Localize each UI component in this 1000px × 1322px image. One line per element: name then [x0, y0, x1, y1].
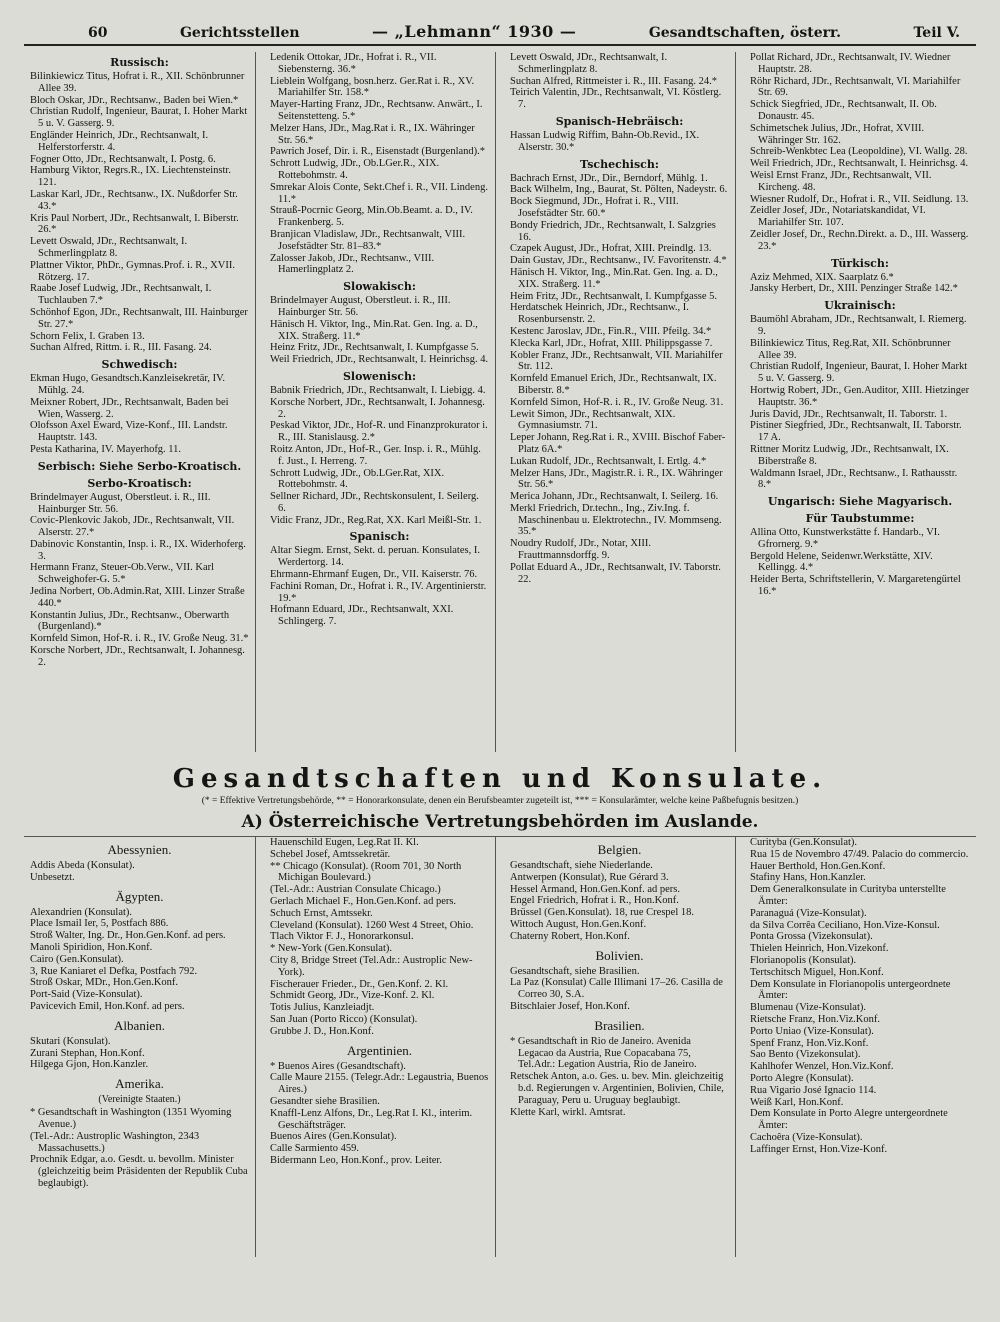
- section-heading: Slowenisch:: [342, 369, 417, 383]
- directory-entry: Schebel Josef, Amtssekretär.: [270, 848, 391, 860]
- section-heading: Russisch:: [110, 56, 169, 69]
- directory-entry: Christian Rudolf, Ingenieur, Baurat, I. Hoher Markt 5 u. V. Gasserg. 9.: [750, 361, 968, 385]
- directory-entry: Fischerauer Frieder., Dr., Gen.Konf. 2. Kl.: [270, 978, 449, 990]
- directory-entry: Dem Konsulate in Porto Alegre untergeordnete Ämter:: [750, 1108, 948, 1132]
- directory-entry: Unbesetzt.: [30, 871, 75, 883]
- directory-column-4: [744, 52, 976, 752]
- office-heading: Porto Alegre (Konsulat).: [750, 1072, 854, 1084]
- country-heading: Bolivien.: [595, 947, 644, 963]
- office-heading: Port-Said (Vize-Konsulat).: [30, 989, 143, 1001]
- directory-entry: Gesandtschaft, siehe Niederlande.: [510, 860, 653, 871]
- directory-column-1: [24, 52, 256, 752]
- section-heading: Spanisch-Hebräisch:: [555, 114, 684, 128]
- directory-entry: Konstantin Julius, JDr., Rechtsanw., Oberwarth (Burgenland).*: [30, 609, 230, 633]
- office-heading: Alexandrien (Konsulat).: [30, 906, 133, 918]
- language-directory: [24, 52, 976, 752]
- office-heading: Porto Uniao (Vize-Konsulat).: [750, 1025, 874, 1037]
- directory-entry: Ehrmann-Ehrmanf Eugen, Dr., VII. Kaiserstr. 76.: [270, 569, 478, 581]
- directory-entry: Bachrach Ernst, JDr., Dir., Berndorf, Mühlg. 1.: [510, 172, 708, 184]
- header-center-title: — „Lehmann“ 1930 —: [372, 22, 577, 41]
- directory-entry: Heinz Fritz, JDr., Rechtsanwalt, I. Kumpfgasse 5.: [270, 342, 479, 354]
- directory-entry: Aziz Mehmed, XIX. Saarplatz 6.*: [750, 271, 894, 283]
- directory-entry: Hänisch H. Viktor, Ing., Min.Rat. Gen. Ing. a. D., XIX. Straßerg. 11.*: [510, 266, 718, 290]
- directory-entry: Zalosser Jakob, JDr., Rechtsanw., VIII. Hamerlingplatz 2.: [270, 252, 435, 276]
- country-heading: Albanien.: [114, 1017, 165, 1033]
- directory-entry: Melzer Hans, JDr., Magistr.R. i. R., IX. Währinger Str. 56.*: [510, 467, 723, 491]
- directory-entry: Bitschlaier Josef, Hon.Konf.: [510, 1000, 630, 1012]
- directory-entry: Bidermann Leo, Hon.Konf., prov. Leiter.: [270, 1154, 442, 1166]
- directory-column-3: [504, 52, 736, 752]
- directory-entry: Brindelmayer August, Oberstleut. i. R., III. Hainburger Str. 56.: [30, 491, 211, 515]
- office-heading: Cairo (Gen.Konsulat).: [30, 953, 124, 965]
- directory-entry: Dem Konsulate in Florianopolis untergeordnete Ämter:: [750, 978, 951, 1002]
- office-heading: Curityba (Gen.Konsulat).: [750, 837, 858, 848]
- directory-entry: Pistiner Siegfried, JDr., Rechtsanwalt, II. Taborstr. 17 A.: [750, 420, 962, 444]
- directory-entry: Schimetschek Julius, JDr., Hofrat, XVIII. Währinger Str. 162.: [750, 122, 925, 146]
- directory-entry: Jansky Herbert, Dr., XIII. Penzinger Straße 142.*: [750, 283, 958, 295]
- country-heading: Amerika.: [115, 1076, 164, 1092]
- office-heading: Sao Bento (Vizekonsulat).: [750, 1049, 861, 1061]
- header-part: Teil V.: [913, 25, 960, 41]
- directory-entry: ** Chicago (Konsulat). (Room 701, 30 North Michigan Boulevard.): [270, 860, 462, 884]
- directory-entry: Ledenik Ottokar, JDr., Hofrat i. R., VII. Siebensterng. 36.*: [270, 52, 437, 75]
- directory-entry: Hamburg Viktor, Regrs.R., IX. Liechtensteinstr. 121.: [30, 165, 231, 189]
- directory-entry: Hofmann Eduard, JDr., Rechtsanwalt, XXI. Schlingerg. 7.: [270, 604, 454, 628]
- directory-entry: Rua Vigario José Ignacio 114.: [750, 1084, 877, 1096]
- office-heading: * Buenos Aires (Gesandtschaft).: [270, 1060, 406, 1072]
- directory-column-2: [264, 52, 496, 752]
- section-heading: Serbo-Kroatisch:: [87, 476, 192, 490]
- directory-entry: Kornfeld Simon, Hof-R. i. R., IV. Große Neug. 31.: [510, 396, 724, 408]
- directory-entry: Melzer Hans, JDr., Mag.Rat i. R., IX. Währinger Str. 56.*: [270, 122, 475, 146]
- directory-entry: City 8, Bridge Street (Tel.Adr.: Austroplic New-York).: [270, 954, 473, 978]
- embassy-directory: [24, 836, 976, 1257]
- directory-entry: Stafiny Hans, Hon.Kanzler.: [750, 872, 866, 884]
- directory-entry: Schrott Ludwig, JDr., Ob.LGer.Rat, XIX. Rottebohmstr. 4.: [270, 467, 445, 491]
- directory-entry: Noudry Rudolf, JDr., Notar, XIII. Frauttmannsdorffg. 9.: [510, 538, 652, 562]
- directory-entry: Mayer-Harting Franz, JDr., Rechtsanw. Anwärt., I. Seitenstetteng. 5.*: [270, 99, 483, 122]
- directory-entry: Levett Oswald, JDr., Rechtsanwalt, I. Schmerlingplatz 8.: [510, 52, 668, 75]
- directory-entry: Wiesner Rudolf, Dr., Hofrat i. R., VII. Seidlung. 13.: [750, 193, 969, 205]
- office-heading: Brüssel (Gen.Konsulat). 18, rue Crespel 18.: [510, 907, 695, 919]
- directory-entry: Rittner Moritz Ludwig, JDr., Rechtsanwalt, IX. Biberstraße 8.: [750, 443, 949, 467]
- directory-entry: Bondy Friedrich, JDr., Rechtsanwalt, I. Salzgries 16.: [510, 219, 716, 243]
- directory-entry: Jedina Norbert, Ob.Admin.Rat, XIII. Linzer Straße 440.*: [30, 586, 245, 609]
- directory-entry: Knaffl-Lenz Alfons, Dr., Leg.Rat I. Kl., interim. Geschäftsträger.: [270, 1107, 473, 1131]
- section-heading: Spanisch:: [349, 530, 410, 544]
- directory-entry: Strauß-Pocrnic Georg, Min.Ob.Beamt. a. D., IV. Frankenberg. 5.: [270, 205, 473, 229]
- directory-entry: Schick Siegfried, JDr., Rechtsanwalt, II. Ob. Donaustr. 45.: [750, 99, 937, 122]
- directory-entry: Chaterny Robert, Hon.Konf.: [510, 930, 630, 942]
- directory-entry: da Silva Corrêa Ceciliano, Hon.Vize-Konsul.: [750, 919, 940, 931]
- section-heading: Für Taubstumme:: [805, 512, 915, 526]
- directory-entry: Lieblein Wolfgang, bosn.herz. Ger.Rat i. R., XV. Mariahilfer Str. 158.*: [270, 75, 475, 99]
- directory-entry: Levett Oswald, JDr., Rechtsanwalt, I. Schmerlingplatz 8.: [30, 236, 188, 259]
- page-header: [24, 22, 976, 46]
- directory-entry: Weil Friedrich, JDr., Rechtsanwalt, I. Heinrichsg. 4.: [270, 354, 489, 366]
- directory-entry: Peskad Viktor, JDr., Hof-R. und Finanzprokurator i. R., III. Stanislausg. 2.*: [270, 420, 488, 444]
- directory-entry: Hermann Franz, Steuer-Ob.Verw., VII. Karl Schweighofer-G. 5.*: [30, 562, 215, 586]
- directory-entry: Merkl Friedrich, Dr.techn., Ing., Ziv.Ing. f. Maschinenbau u. Elektrotechn., IV. Mommseng. 35.*: [510, 502, 722, 538]
- directory-entry: Hänisch H. Viktor, Ing., Min.Rat. Gen. Ing. a. D., XIX. Straßerg. 11.*: [270, 318, 478, 342]
- section-heading: Ungarisch: Siehe Magyarisch.: [767, 495, 953, 509]
- directory-entry: Herdatschek Heinrich, JDr., Rechtsanw., I. Rosenbursenstr. 2.: [510, 302, 689, 326]
- directory-entry: Wittoch August, Hon.Gen.Konf.: [510, 918, 647, 930]
- directory-entry: Bergold Helene, Seidenwr.Werkstätte, XIV. Kellingg. 4.*: [750, 550, 933, 574]
- directory-entry: Juris David, JDr., Rechtsanwalt, II. Taborstr. 1.: [750, 408, 948, 420]
- country-heading: Ägypten.: [115, 888, 164, 904]
- directory-entry: Grubbe J. D., Hon.Konf.: [270, 1025, 374, 1037]
- embassy-column-1: [24, 837, 256, 1257]
- directory-entry: Roitz Anton, JDr., Hof-R., Ger. Insp. i. R., Mühlg. f. Just., I. Herreng. 7.: [270, 443, 481, 467]
- directory-entry: Thielen Heinrich, Hon.Vizekonf.: [750, 943, 889, 955]
- directory-entry: Leper Johann, Reg.Rat i. R., XVIII. Bischof Faber-Platz 6A.*: [510, 432, 726, 455]
- directory-entry: Gesandtschaft, siehe Brasilien.: [510, 965, 640, 977]
- directory-entry: Ekman Hugo, Gesandtsch.Kanzleisekretär, IV. Mühlg. 24.: [30, 373, 226, 396]
- directory-entry: Branjican Vladislaw, JDr., Rechtsanwalt, VIII. Josefstädter Str. 81–83.*: [270, 228, 466, 252]
- section-heading: Schwedisch:: [101, 358, 178, 372]
- directory-entry: Hauer Berthold, Hon.Gen.Konf.: [750, 860, 886, 872]
- directory-entry: Lukan Rudolf, JDr., Rechtsanwalt, I. Ertlg. 4.*: [510, 455, 707, 467]
- country-heading: Belgien.: [597, 842, 642, 857]
- directory-entry: Pollat Richard, JDr., Rechtsanwalt, IV. Wiedner Hauptstr. 28.: [750, 52, 951, 75]
- embassy-column-3: [504, 837, 736, 1257]
- directory-entry: Kornfeld Emanuel Erich, JDr., Rechtsanwalt, IX. Biberstr. 8.*: [510, 373, 717, 396]
- directory-entry: Smrekar Alois Conte, Sekt.Chef i. R., VII. Lindeng. 11.*: [270, 181, 488, 205]
- office-heading: Cleveland (Konsulat). 1260 West 4 Street, Ohio.: [270, 919, 474, 931]
- directory-entry: Babnik Friedrich, JDr., Rechtsanwalt, I. Liebigg. 4.: [270, 384, 486, 396]
- directory-entry: Heim Fritz, JDr., Rechtsanwalt, I. Kumpfgasse 5.: [510, 290, 718, 302]
- directory-entry: Hilgega Gjon, Hon.Kanzler.: [30, 1059, 149, 1071]
- directory-entry: Röhr Richard, JDr., Rechtsanwalt, VI. Mariahilfer Str. 69.: [750, 75, 961, 99]
- page-number: 60: [88, 25, 108, 41]
- directory-entry: Bilinkiewicz Titus, Hofrat i. R., XII. Schönbrunner Allee 39.: [30, 71, 245, 94]
- directory-entry: Waldmann Israel, JDr., Rechtsanw., I. Rathausstr. 8.*: [750, 467, 958, 491]
- directory-entry: Retschek Anton, a.o. Ges. u. bev. Min. gleichzeitig b.d. Regierungen v. Argentinien, Bolivien, Chile, Paraguay, Peru u. Uruguay beglaubigt.: [510, 1071, 724, 1106]
- header-left-title: Gerichtsstellen: [179, 25, 300, 41]
- directory-entry: Weil Friedrich, JDr., Rechtsanwalt, I. Heinrichsg. 4.: [750, 158, 969, 170]
- directory-entry: Pavicevich Emil, Hon.Konf. ad pers.: [30, 1000, 185, 1012]
- directory-entry: Engel Friedrich, Hofrat i. R., Hon.Konf.: [510, 895, 679, 907]
- directory-entry: Schrott Ludwig, JDr., Ob.LGer.R., XIX. Rottebohmstr. 4.: [270, 158, 440, 181]
- directory-entry: Zurani Stephan, Hon.Konf.: [30, 1047, 145, 1059]
- directory-entry: Dem Generalkonsulate in Curityba unterstellte Ämter:: [750, 884, 946, 907]
- section-title: A) Österreichische Vertretungsbehörden im Auslande.: [241, 812, 759, 832]
- country-heading: Brasilien.: [594, 1017, 645, 1033]
- directory-entry: Pawrich Josef, Dir. i. R., Eisenstadt (Burgenland).*: [270, 146, 486, 158]
- main-title: Gesandtschaften und Konsulate.: [172, 764, 828, 794]
- directory-entry: Dabinovic Konstantin, Insp. i. R., IX. Widerhoferg. 3.: [30, 538, 246, 562]
- directory-entry: Calle Sarmiento 459.: [270, 1143, 359, 1155]
- directory-entry: Laffinger Ernst, Hon.Vize-Konf.: [750, 1143, 888, 1155]
- directory-entry: Merica Johann, JDr., Rechtsanwalt, I. Seilerg. 16.: [510, 491, 719, 503]
- office-heading: Skutari (Konsulat).: [30, 1035, 111, 1047]
- directory-entry: Heider Berta, Schriftstellerin, V. Margaretengürtel 16.*: [750, 574, 961, 598]
- directory-entry: * Gesandtschaft in Washington (1351 Wyoming Avenue.): [30, 1107, 232, 1130]
- directory-entry: Fogner Otto, JDr., Rechtsanwalt, I. Postg. 6.: [30, 153, 216, 165]
- header-right-title: Gesandtschaften, österr.: [648, 25, 841, 41]
- office-heading: Buenos Aires (Gen.Konsulat).: [270, 1131, 397, 1143]
- directory-entry: Teirich Valentin, JDr., Rechtsanwalt, VI. Köstlerg. 7.: [510, 87, 722, 111]
- directory-entry: Lewit Simon, JDr., Rechtsanwalt, XIX. Gymnasiumstr. 71.: [510, 408, 676, 432]
- directory-entry: Hauenschild Eugen, Leg.Rat II. Kl.: [270, 837, 419, 848]
- directory-entry: Baumöhl Abraham, JDr., Rechtsanwalt, I. Riemerg. 9.: [750, 314, 967, 337]
- country-subheading: (Vereinigte Staaten.): [98, 1094, 181, 1106]
- directory-entry: Schreib-Wenkbtec Lea (Leopoldine), VI. Wallg. 28.: [750, 146, 968, 158]
- directory-entry: Pesta Katharina, IV. Mayerhofg. 11.: [30, 443, 182, 455]
- directory-entry: Altar Siegm. Ernst, Sekt. d. peruan. Konsulates, I. Werdertorg. 14.: [270, 545, 480, 569]
- office-heading: Ponta Grossa (Vizekonsulat).: [750, 931, 873, 943]
- directory-entry: Antwerpen (Konsulat), Rue Gérard 3.: [510, 871, 669, 883]
- directory-entry: Korsche Norbert, JDr., Rechtsanwalt, I. Johannesg. 2.: [270, 396, 485, 420]
- office-heading: Paranaguá (Vize-Konsulat).: [750, 907, 867, 919]
- directory-entry: Korsche Norbert, JDr., Rechtsanwalt, I. Johannesg. 2.: [30, 645, 245, 668]
- directory-entry: La Paz (Konsulat) Calle Illimani 17–26. Casilla de Correo 30, S.A.: [510, 977, 723, 1001]
- directory-entry: (Tel.-Adr.: Austroplic Washington, 2343 Massachusetts.): [30, 1130, 200, 1154]
- directory-entry: Weisl Ernst Franz, JDr., Rechtsanwalt, VII. Kircheng. 48.: [750, 169, 932, 193]
- directory-entry: Stroß Oskar, MDr., Hon.Gen.Konf.: [30, 977, 179, 989]
- directory-entry: Hessel Armand, Hon.Gen.Konf. ad pers.: [510, 883, 681, 895]
- office-heading: Florianopolis (Konsulat).: [750, 954, 857, 966]
- directory-entry: * Gesandtschaft in Rio de Janeiro. Avenida Legacao da Austria, Rue Copacabana 75, Tel.Adr.: Legation Austria, Rio de Janeiro.: [510, 1035, 697, 1071]
- directory-entry: Schorn Felix, I. Graben 13.: [30, 330, 145, 342]
- directory-entry: Hortwig Robert, JDr., Gen.Auditor, XIII. Hietzinger Hauptstr. 36.*: [750, 384, 970, 408]
- directory-entry: Prochnik Edgar, a.o. Gesdt. u. bevollm. Minister (gleichzeitig beim Präsidenten der Republik Cuba beglaubigt).: [30, 1154, 248, 1189]
- directory-entry: Christian Rudolf, Ingenieur, Baurat, I. Hoher Markt 5 u. V. Gasserg. 9.: [30, 106, 248, 130]
- directory-entry: Bloch Oskar, JDr., Rechtsanw., Baden bei Wien.*: [30, 94, 239, 106]
- section-heading: Tschechisch:: [580, 157, 659, 171]
- directory-entry: Tlach Viktor F. J., Honorarkonsul.: [270, 931, 414, 943]
- directory-entry: Totis Julius, Kanzleiadjt.: [270, 1002, 375, 1014]
- directory-entry: Vidic Franz, JDr., Reg.Rat, XX. Karl Meißl-Str. 1.: [270, 514, 482, 526]
- section-heading: Ukrainisch:: [824, 299, 896, 313]
- directory-entry: Back Wilhelm, Ing., Baurat, St. Pölten, Nadeystr. 6.: [510, 184, 728, 196]
- directory-entry: Spenf Franz, Hon.Viz.Konf.: [750, 1037, 869, 1049]
- directory-entry: Sellner Richard, JDr., Rechtskonsulent, I. Seilerg. 6.: [270, 491, 479, 514]
- directory-entry: Allina Otto, Kunstwerkstätte f. Handarb., VI. Gfrornerg. 9.*: [750, 527, 940, 550]
- directory-entry: Bock Siegmund, JDr., Hofrat i. R., VIII. Josefstädter Str. 60.*: [510, 196, 679, 219]
- directory-entry: Rietsche Franz, Hon.Viz.Konf.: [750, 1013, 881, 1025]
- directory-entry: Stroß Walter, Ing. Dr., Hon.Gen.Konf. ad pers.: [30, 930, 226, 942]
- directory-entry: Kornfeld Simon, Hof-R. i. R., IV. Große Neug. 31.*: [30, 633, 249, 645]
- directory-entry: Zeidler Josef, Dr., Rechn.Direkt. a. D., III. Wasserg. 23.*: [750, 228, 969, 252]
- directory-entry: Fachini Roman, Dr., Hofrat i. R., IV. Argentinierstr. 19.*: [270, 580, 487, 604]
- directory-entry: Addis Abeda (Konsulat).: [30, 860, 135, 871]
- directory-entry: Suchan Alfred, Rittm. i. R., III. Fasang. 24.: [30, 342, 212, 354]
- embassy-column-2: [264, 837, 496, 1257]
- directory-entry: Czapek August, JDr., Hofrat, XIII. Preindlg. 13.: [510, 243, 712, 255]
- office-heading: Cachoêra (Vize-Konsulat).: [750, 1131, 863, 1143]
- directory-entry: Kahlhofer Wenzel, Hon.Viz.Konf.: [750, 1061, 894, 1073]
- section-heading: Serbisch: Siehe Serbo-Kroatisch.: [37, 459, 242, 473]
- directory-entry: Kestenc Jaroslav, JDr., Fin.R., VIII. Pfeilg. 34.*: [510, 325, 712, 337]
- directory-entry: 3, Rue Kaniaret el Defka, Postfach 792.: [30, 965, 198, 977]
- directory-entry: Gerlach Michael F., Hon.Gen.Konf. ad pers.: [270, 895, 457, 907]
- directory-entry: Brindelmayer August, Oberstleut. i. R., III. Hainburger Str. 56.: [270, 295, 451, 318]
- directory-entry: Calle Maure 2155. (Telegr.Adr.: Legaustria, Buenos Aires.): [270, 1072, 489, 1096]
- office-heading: * New-York (Gen.Konsulat).: [270, 943, 393, 955]
- directory-entry: Schönhof Egon, JDr., Rechtsanwalt, III. Hainburger Str. 27.*: [30, 306, 248, 330]
- directory-entry: Suchan Alfred, Rittmeister i. R., III. Fasang. 24.*: [510, 75, 718, 87]
- section-heading: Türkisch:: [831, 256, 889, 270]
- directory-entry: Engländer Heinrich, JDr., Rechtsanwalt, I. Helferstorferstr. 4.: [30, 129, 209, 153]
- directory-entry: Zeidler Josef, JDr., Notariatskandidat, VI. Mariahilfer Str. 107.: [750, 205, 926, 229]
- directory-entry: Olofsson Axel Eward, Vize-Konf., III. Landstr. Hauptstr. 143.: [30, 420, 228, 444]
- directory-entry: Kobler Franz, JDr., Rechtsanwalt, VII. Mariahilfer Str. 112.: [510, 349, 723, 373]
- legend-note: (* = Effektive Vertretungsbehörde, ** = Honorarkonsulate, denen ein Berufsbeamter zugeteilt ist, *** = Konsularämter, welche keine Paßbefugnis besitzen.): [201, 796, 799, 806]
- directory-entry: Pollat Eduard A., JDr., Rechtsanwalt, IV. Taborstr. 22.: [510, 561, 721, 585]
- directory-entry: Covic-Plenkovic Jakob, JDr., Rechtsanwalt, VII. Alserstr. 27.*: [30, 515, 235, 539]
- office-heading: San Juan (Porto Ricco) (Konsulat).: [270, 1013, 418, 1025]
- directory-entry: Place Ismail Ier, 5, Postfach 886.: [30, 918, 169, 930]
- directory-entry: Bilinkiewicz Titus, Reg.Rat, XII. Schönbrunner Allee 39.: [750, 337, 951, 361]
- directory-entry: Tertschitsch Miguel, Hon.Konf.: [750, 966, 884, 978]
- office-heading: Blumenau (Vize-Konsulat).: [750, 1002, 867, 1014]
- directory-entry: Schmidt Georg, JDr., Vize-Konf. 2. Kl.: [270, 990, 435, 1002]
- directory-entry: Rua 15 de Novembro 47/49. Palacio do commercio.: [750, 848, 969, 860]
- directory-entry: Hassan Ludwig Riffim, Bahn-Ob.Revid., IX. Alserstr. 30.*: [510, 129, 700, 153]
- section-heading: Slowakisch:: [343, 280, 416, 294]
- country-heading: Abessynien.: [107, 842, 172, 857]
- directory-entry: Klecka Karl, JDr., Hofrat, XIII. Philippsgasse 7.: [510, 337, 713, 349]
- directory-entry: (Tel.-Adr.: Austrian Consulate Chicago.): [270, 884, 441, 896]
- directory-entry: Klette Karl, wirkl. Amtsrat.: [510, 1106, 626, 1118]
- directory-entry: Meixner Robert, JDr., Rechtsanwalt, Baden bei Wien, Wasserg. 2.: [30, 396, 229, 420]
- country-heading: Argentinien.: [346, 1042, 413, 1058]
- directory-entry: Schuch Ernst, Amtssekr.: [270, 907, 373, 919]
- embassy-column-4: [744, 837, 976, 1257]
- directory-entry: Plattner Viktor, PhDr., Gymnas.Prof. i. R., XVII. Rötzerg. 17.: [30, 259, 235, 283]
- directory-entry: Laskar Karl, JDr., Rechtsanw., IX. Nußdorfer Str. 43.*: [30, 188, 238, 212]
- directory-entry: Gesandter siehe Brasilien.: [270, 1095, 380, 1107]
- directory-entry: Manoli Spiridion, Hon.Konf.: [30, 941, 153, 953]
- directory-entry: Kris Paul Norbert, JDr., Rechtsanwalt, I. Biberstr. 26.*: [30, 212, 239, 236]
- directory-entry: Raabe Josef Ludwig, JDr., Rechtsanwalt, I. Tuchlauben 7.*: [30, 283, 212, 307]
- directory-entry: Dain Gustav, JDr., Rechtsanw., IV. Favoritenstr. 4.*: [510, 255, 727, 267]
- directory-entry: Weiß Karl, Hon.Konf.: [750, 1096, 844, 1108]
